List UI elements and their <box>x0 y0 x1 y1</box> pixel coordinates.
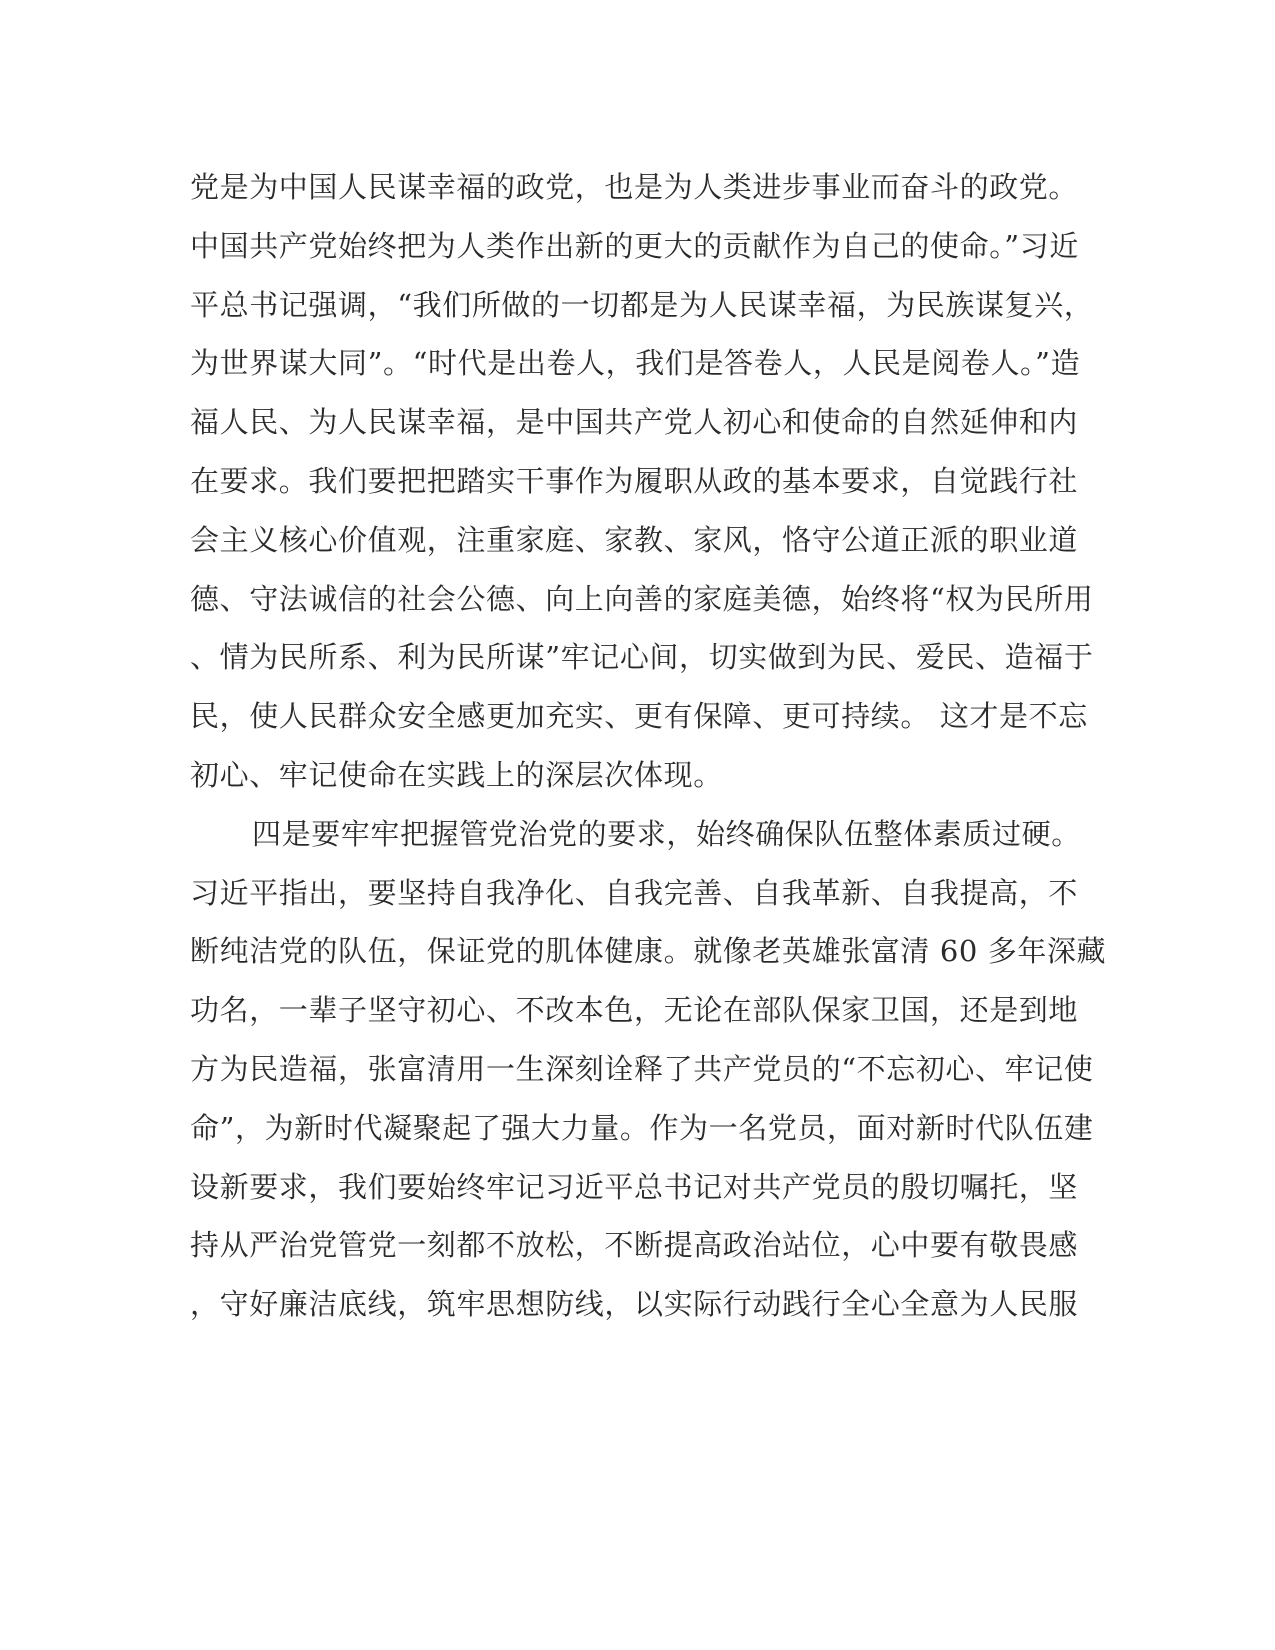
text-line: 民，使人民群众安全感更加充实、更有保障、更可持续。 这才是不忘 <box>190 699 1088 734</box>
text-line: 习近平指出，要坚持自我净化、自我完善、自我革新、自我提高，不 <box>190 875 1079 910</box>
text-line: 中国共产党始终把为人类作出新的更大的贡献作为自己的使命。”习近 <box>190 228 1079 263</box>
text-line: 命”，为新时代凝聚起了强大力量。作为一名党员，面对新时代队伍建 <box>190 1110 1094 1145</box>
text-line: 断纯洁党的队伍，保证党的肌体健康。就像老英雄张富清 60 多年深藏 <box>190 934 1107 969</box>
text-line: 持从严治党管党一刻都不放松，不断提高政治站位，心中要有敬畏感 <box>190 1228 1079 1263</box>
text-line: 初心、牢记使命在实践上的深层次体现。 <box>190 757 723 792</box>
text-line: 、情为民所系、利为民所谋”牢记心间，切实做到为民、爱民、造福于 <box>190 640 1094 675</box>
text-line: 党是为中国人民谋幸福的政党，也是为人类进步事业而奋斗的政党。 <box>190 170 1079 204</box>
paragraph-start-line: 四是要牢牢把握管党治党的要求，始终确保队伍整体素质过硬。 <box>252 816 1081 851</box>
body-text <box>190 158 1107 1334</box>
text-line: 设新要求，我们要始终牢记习近平总书记对共产党员的殷切嘱托，坚 <box>190 1169 1079 1204</box>
text-line: 功名，一辈子坚守初心、不改本色，无论在部队保家卫国，还是到地 <box>190 993 1079 1028</box>
text-line: 为世界谋大同”。“时代是出卷人，我们是答卷人，人民是阅卷人。”造 <box>190 346 1081 381</box>
text-line: 平总书记强调，“我们所做的一切都是为人民谋幸福，为民族谋复兴， <box>190 287 1094 322</box>
text-line: 方为民造福，张富清用一生深刻诠释了共产党员的“不忘初心、牢记使 <box>190 1051 1094 1086</box>
text-line: 在要求。我们要把把踏实干事作为履职从政的基本要求，自觉践行社 <box>190 463 1079 498</box>
text-line: 福人民、为人民谋幸福，是中国共产党人初心和使命的自然延伸和内 <box>190 405 1079 440</box>
text-line: ，守好廉洁底线，筑牢思想防线，以实际行动践行全心全意为人民服 <box>190 1287 1079 1322</box>
text-line: 德、守法诚信的社会公德、向上向善的家庭美德，始终将“权为民所用 <box>190 581 1094 616</box>
text-line: 会主义核心价值观，注重家庭、家教、家风，恪守公道正派的职业道 <box>190 522 1079 557</box>
